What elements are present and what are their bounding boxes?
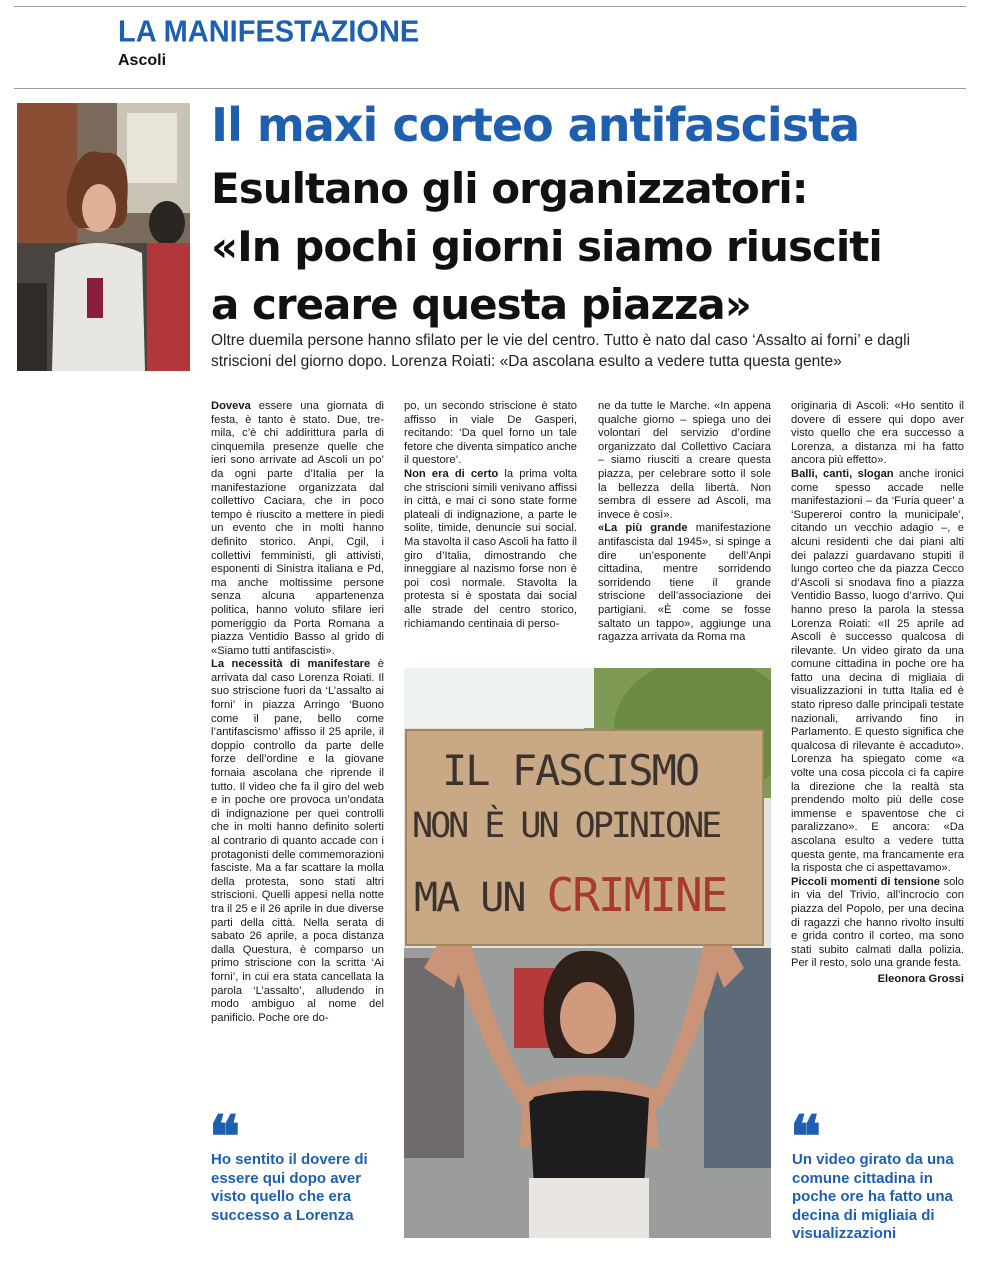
headline-line: Esultano gli organizzatori:: [211, 164, 808, 213]
headline-line: «In pochi giorni siamo riusciti: [211, 222, 882, 271]
paragraph-text: è arrivata dal caso Lorenza Roiati. Il suo striscione fuori da ‘L’assalto ai forni’ in piazza Arringo ‘Buono come il pane, bello come l’antifascismo’ affisso il 25 aprile, il doppio controllo da parte delle forze dell’ordine e la giovane fornaia ascolana che riprende il tutto. Il video che fa il giro del web e in poche ore provoca un’ondata di indignazione per quei controlli che in molti hanno definito solerti al contrario di quanto accade con i protagonisti delle commemorazioni fasciste. Ma a far scattare la molla della protesta, sono stati altri striscioni. Quelli appesi nella notte tra il 25 e il 26 aprile in due diverse parti della città. Nella serata di sabato 26 aprile, a poca distanza dalla Questura, è comparso un primo striscione con la scritta ‘Ai forni’, in cui era stata cancellata la parola ‘L’assalto’, alludendo in modo ambiguo al nome del panificio. Poche ore do-: [211, 658, 384, 1024]
paragraph-lead: La necessità di manifestare: [211, 658, 371, 671]
sign-line-2: NON È UN OPINIONE: [412, 806, 720, 846]
sign-line-1: IL FASCISMO: [442, 746, 699, 795]
section-city: Ascoli: [118, 52, 167, 69]
author-signature: Eleonora Grossi: [877, 972, 964, 985]
pull-quote-right: Un video girato da una comune cittadina in poche ore ha fatto una decina di migliaia di visualizzazioni: [792, 1151, 954, 1242]
header-rule: [14, 88, 966, 89]
paragraph-text: ne da tutte le Marche. «In appena qualche giorno – spiega uno dei volontari del servizio d’ordine organizzato dal Collettivo Caciara – siamo riusciti a creare questa piazza, per celebrare sotto il sole la bellezza della libertà. Non sembra di essere ad Ascoli, ma invece è così».: [598, 400, 771, 521]
paragraph-lead: Non era di certo: [404, 467, 499, 480]
top-rule: [14, 6, 966, 7]
article-column-1: [211, 400, 384, 1025]
article-column-3: [598, 400, 771, 645]
paragraph-lead: Piccoli momenti di tensione: [791, 875, 941, 888]
quote-mark-icon: ❝: [209, 1103, 241, 1171]
paragraph-text: po, un secondo striscione è stato affisso in viale De Gasperi, recitando: ‘Da quel forno un tale fetore che diventa simpatico anche il questore’.: [404, 400, 577, 467]
paragraph-text: anche ironici come spesso accade nelle manifestazioni – da ‘Furia queer’ a ‘Supereroi contro la municipale’, citando un vecchio adagio –, e alcuni residenti che dai piani alti dei palazzi guardavano stupiti il lungo corteo che da piazza Cecco d’Ascoli si snodava fino a piazza Ventidio Basso, luogo d’arrivo. Qui hanno preso la parola la stessa Lorenza Roiati: «Il 25 aprile ad Ascoli è successo qualcosa di rilevante. Un video girato da una comune cittadina in poche ore ha fatto una decina di migliaia di visualizzazioni in tutta Italia ed è stato ripreso dalle principali testate nazionali, arrivando fino in Parlamento. E questo significa che qualcosa di rilevante è accaduto». Lorenza ha spiegato come «a volte una cosa piccola ci fa capire la direzione che la realtà sta prendendo molto più delle cose immense e spaventose che ci paralizzano». E ancora: «Da ascolana esulto a vedere tutta questa gente, ma francamente era la risposta che ci aspettavamo».: [791, 467, 964, 875]
headline-line: a creare questa piazza»: [211, 280, 751, 329]
sign-line-3-start: MA UN: [414, 875, 547, 921]
headline-kicker: Il maxi corteo antifascista: [211, 98, 860, 152]
paragraph-lead: Doveva: [211, 400, 251, 412]
protester-portrait-photo: [17, 103, 190, 371]
sign-word-crimine: CRIMINE: [546, 868, 727, 922]
paragraph-lead: Balli, canti, slogan: [791, 467, 894, 480]
paragraph-lead: «La più grande: [598, 522, 688, 535]
section-title: LA MANIFESTAZIONE: [118, 15, 420, 49]
article-column-4: [791, 400, 964, 987]
headline: [211, 160, 882, 334]
pull-quote-left: Ho sentito il dovere di essere qui dopo aver visto quello che era successo a Lorenza: [211, 1151, 368, 1224]
paragraph-text: essere una giornata di festa, è tanto è stato. Due, tre-mila, c’è chi addirittura parla di cinquemila presenze quelle che ieri sono arrivate ad Ascoli un po’ da ogni parte d’Italia per la manifestazione organizzata dal collettivo Caciara, che in poco tempo è riuscito a mettere in piedi un evento che in molti hanno definito storico. Anpi, Cgil, i collettivi femministi, gli attivisti, esponenti di Sinistra italiana e Pd, ma anche moltissime persone senza alcuna appartenenza politica, hanno voluto sfilare ieri pomeriggio da Porta Romana a piazza Ventidio Basso al grido di «Siamo tutti antifascisti».: [211, 400, 384, 657]
article-column-2: [404, 400, 577, 631]
protest-sign-photo: [404, 668, 771, 1238]
paragraph-text: originaria di Ascoli: «Ho sentito il dovere di essere qui dopo aver visto quello che era successo a Lorenza, a distanza mi ha fatto ancora più effetto».: [791, 400, 964, 467]
paragraph-text: solo in via del Trivio, all’incrocio con piazza del Popolo, per una decina di ragazzi che hanno rivolto insulti e grida contro il corteo, ma sono stati subito calmati dalla polizia. Per il resto, solo una grande festa.: [791, 875, 964, 970]
paragraph-text: la prima volta che striscioni simili venivano affissi in città, e mai ci sono state forme plateali di indignazione, a parte le solite, timide, denuncie sui social. Ma stavolta il caso Ascoli ha fatto il giro d’Italia, dimostrando che inneggiare al nazismo forse non è poi così normale. Stavolta la protesta si è spostata dai social alle strade del centro storico, richiamando centinaia di perso-: [404, 467, 577, 630]
quote-mark-icon: ❝: [790, 1103, 822, 1171]
paragraph-text: manifestazione antifascista dal 1945», si spinge a dire un’esponente dell’Anpi cittadina, mentre sorridendo sorridendo tiene il grande striscione dell’associazione dei partigiani. «È come se fosse saltato un tappo», aggiunge una ragazza arrivata da Roma ma: [598, 522, 772, 644]
sign-line-3: [414, 868, 726, 922]
subheadline: Oltre duemila persone hanno sfilato per le vie del centro. Tutto è nato dal caso ‘Assalto ai forni’ e dagli striscioni del giorno dopo. Lorenza Roiati: «Da ascolana esulto a vedere tutta questa gente»: [211, 332, 911, 370]
